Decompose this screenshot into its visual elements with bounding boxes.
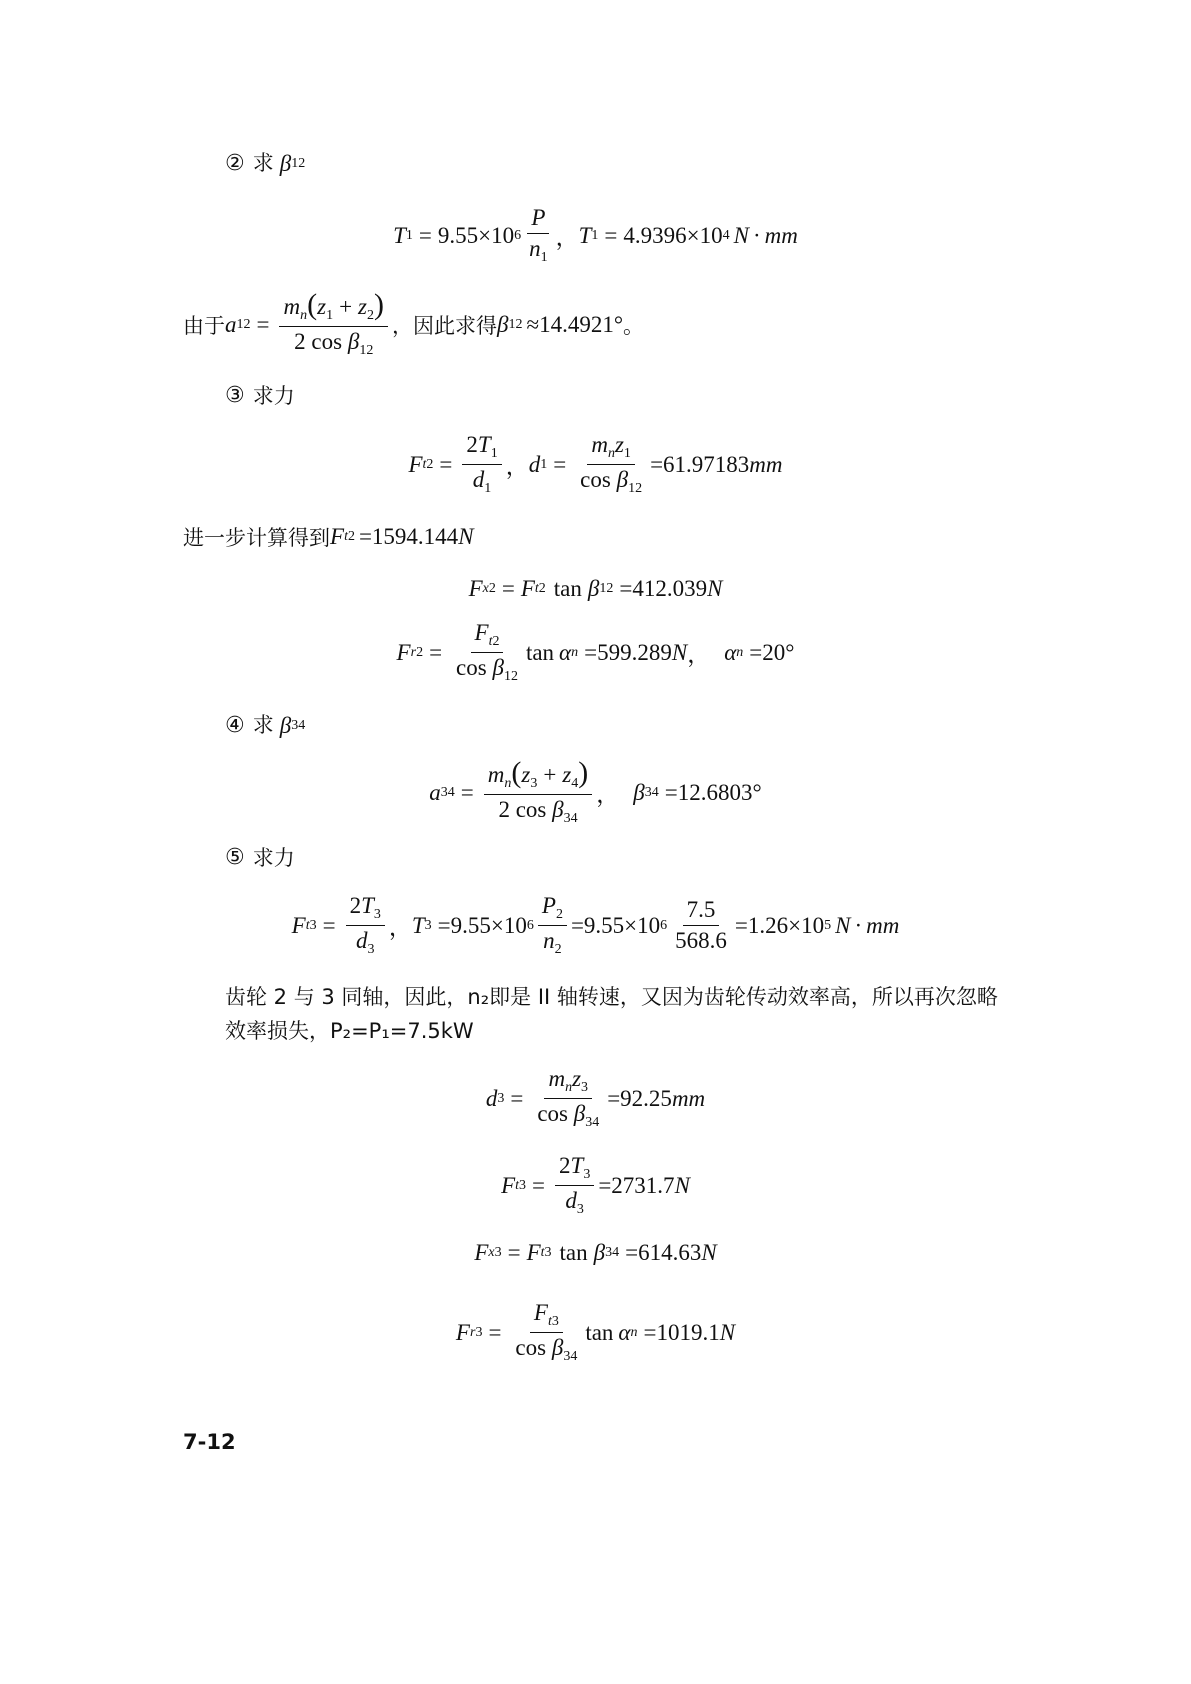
equation-Ft2-d1: F t2 = $\frac{2T_1}{d_1}$ ， d 1 = $\frac{m_nz_1}{\cos \beta_{12}}$ =61.97183 mm [408, 432, 783, 497]
step2-label: 求 [252, 151, 274, 176]
step5-label: 求力 [252, 845, 295, 870]
paragraph-gear-line1: 齿轮 2 与 3 同轴，因此，n₂即是 II 轴转速，又因为齿轮传动效率高，所以再次忽略 [225, 985, 998, 1009]
step4-heading: ④ 求 β 34 [225, 710, 305, 742]
paragraph-gear [225, 980, 998, 1048]
step4-number: ④ [225, 712, 245, 738]
equation-Fr2: F r2 = $\frac{F_{t2}}{\cos \beta_{12}}$ tan α n =599.289 N ， α n =20° [396, 620, 795, 685]
equation-Ft3: F t3 = $\frac{2T_3}{d_3}$ =2731.7 N [501, 1153, 690, 1218]
step3-number: ③ [225, 383, 245, 408]
equation-Fr3: F r3 = $\frac{F_{t3}}{\cos \beta_{34}}$ tan α n =1019.1 N [455, 1300, 736, 1365]
step2-number: ② [225, 150, 245, 176]
paragraph-a12: 由于 a 12 = $\frac{m_n(z_1 + z_2)}{2 \cos \beta_{12}}$ ，因此求得 β 12 ≈14.4921° 。 [183, 288, 645, 359]
step2-heading: ② 求 β 12 [225, 148, 305, 180]
paragraph-gear-line2: 效率损失，P₂=P₁=7.5kW [225, 1019, 474, 1043]
step3-heading [225, 381, 295, 412]
paragraph-Ft2: 进一步计算得到 F t2 =1594.144 N [183, 524, 474, 550]
section-heading: 7-12 [183, 1430, 236, 1454]
step3-label: 求力 [252, 383, 295, 408]
equation-a34: a 34 = $\frac{m_n(z_3 + z_4)}{2 \cos \beta_{34}}$ ， β 34 =12.6803° [429, 756, 762, 827]
equation-Ft3-T3: F t3 = $\frac{2T_3}{d_3}$ ， T 3 =9.55×10 6 $\frac{P_2}{n_2}$ =9.55×10 6 $\frac{7.5}{568.6}$ =1.26×10 5 N · mm [291, 893, 900, 958]
equation-Fx2: F x2 = F t2 tan β 12 =412.039 N [468, 576, 723, 601]
equation-Fx3: F x3 = F t3 tan β 34 =614.63 N [474, 1240, 717, 1265]
step5-heading [225, 843, 295, 874]
step5-number: ⑤ [225, 845, 245, 870]
equation-T1: T 1 = 9.55×10 6 $\frac{P}{n_1}$ ， T 1 = 4.9396×10 4 N · mm [393, 205, 798, 266]
step4-label: 求 [252, 713, 274, 738]
equation-d3: d 3 = $\frac{m_nz_3}{\cos \beta_{34}}$ =92.25 mm [485, 1066, 706, 1131]
